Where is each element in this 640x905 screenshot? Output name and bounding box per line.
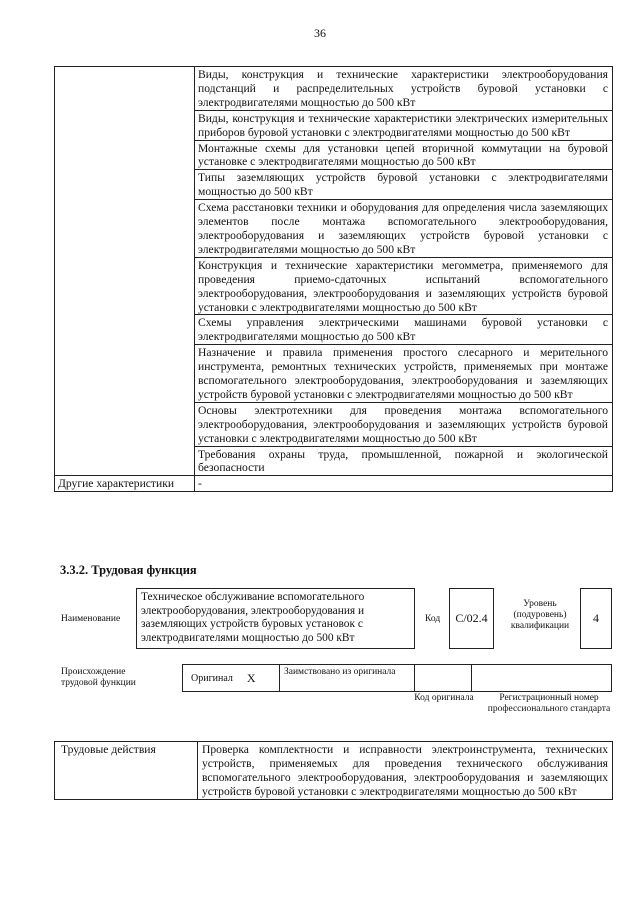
knowledge-item: Монтажные схемы для установки цепей вторичной коммутации на буровой установке с электродвигателями мощностью до 500 кВт — [195, 140, 613, 170]
origin-label: Происхождение трудовой функции — [61, 667, 136, 688]
code-original-cell — [414, 664, 472, 692]
knowledge-item: Виды, конструкция и технические характеристики электрооборудования подстанций и распределительных устройств буровой установки с электродвигателями мощностью до 500 кВт — [195, 67, 613, 111]
knowledge-item: Типы заземляющих устройств буровой установки с электродвигателями мощностью до 500 кВт — [195, 170, 613, 200]
knowledge-item: Конструкция и технические характеристики мегомметра, применяемого для проведения приемо-сдаточных испытаний вспомогательного электрооборудования, электрооборудования и заземляющих устройств буровой установки с электродвигателями мощностью до 500 кВт — [195, 257, 613, 315]
knowledge-item: Основы электротехники для проведения монтажа вспомогательного электрооборудования, электрооборудования и заземляющих устройств буровой установки с электродвигателями мощностью до 500 кВт — [195, 402, 613, 446]
section-title: 3.3.2. Трудовая функция — [60, 563, 197, 577]
page-number: 36 — [314, 26, 326, 40]
knowledge-item: Схемы управления электрическими машинами буровой установки с электродвигателями мощностью до 500 кВт — [195, 315, 613, 345]
code-value: C/02.4 — [449, 588, 494, 649]
level-label: Уровень (подуровень) квалификации — [510, 599, 570, 631]
code-label: Код — [425, 614, 441, 624]
name-label: Наименование — [61, 614, 121, 624]
other-characteristics-value: - — [195, 476, 613, 492]
knowledge-label-cell — [55, 67, 195, 476]
reg-number-label: Регистрационный номер профессионального стандарта — [487, 693, 611, 714]
function-name-box: Техническое обслуживание вспомогательного электрооборудования, электрооборудования и заземляющих устройств буровых установок с электродвигателями мощностью до 500 кВт — [136, 588, 415, 649]
knowledge-table — [54, 66, 613, 492]
code-original-label: Код оригинала — [414, 693, 474, 703]
knowledge-item: Схема расстановки техники и оборудования для определения числа заземляющих элементов после монтажа вспомогательного электрооборудования, электрооборудования и заземляющих устройств буровой установки с электродвигателями мощностью до 500 кВт — [195, 200, 613, 258]
table-row — [55, 476, 613, 492]
other-characteristics-label: Другие характеристики — [55, 476, 195, 492]
borrowed-label: Заимствовано из оригинала — [279, 664, 415, 692]
original-cell — [182, 664, 280, 692]
reg-number-cell — [471, 664, 612, 692]
knowledge-item: Виды, конструкция и технические характеристики электрических измерительных приборов буровой установки с электродвигателями мощностью до 500 кВт — [195, 110, 613, 140]
actions-table — [54, 741, 613, 800]
level-value: 4 — [580, 588, 612, 649]
table-row — [55, 67, 613, 111]
knowledge-item: Назначение и правила применения простого слесарного и мерительного инструмента, ремонтных технических устройств, применяемых при монтаже вспомогательного электрооборудования, электрооборудования и заземляющих устройств буровой установки с электродвигателями мощностью до 500 кВт — [195, 345, 613, 403]
original-label: Оригинал — [191, 672, 233, 684]
knowledge-item: Требования охраны труда, промышленной, пожарной и экологической безопасности — [195, 446, 613, 476]
actions-value: Проверка комплектности и исправности электроинструмента, технических устройств, применяемых для проведения технического обслуживания вспомогательного электрооборудования, электрооборудования и заземляющих устройств буровой установки с электродвигателями мощностью до 500 кВт — [198, 742, 613, 800]
origin-row — [183, 664, 612, 692]
actions-label: Трудовые действия — [55, 742, 198, 800]
original-mark: X — [246, 670, 256, 685]
table-row — [55, 742, 613, 800]
